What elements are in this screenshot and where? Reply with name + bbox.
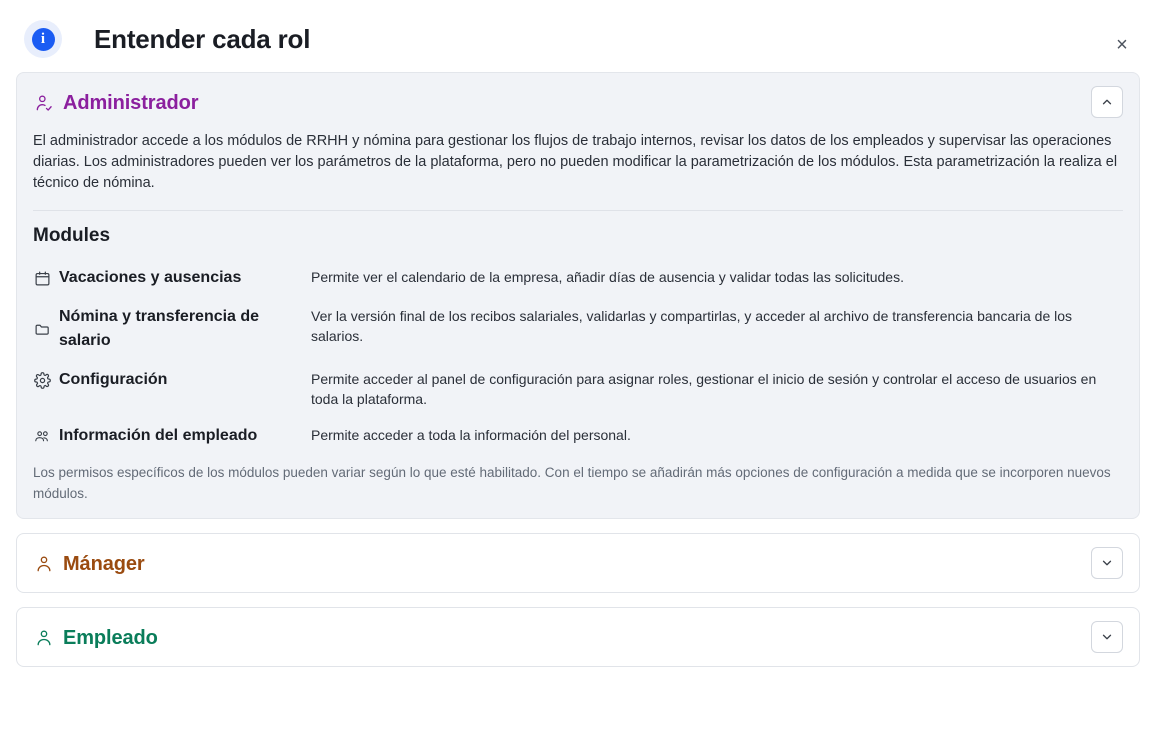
module-row	[33, 265, 1123, 290]
module-name: Información del empleado	[59, 427, 258, 444]
people-icon	[33, 427, 51, 445]
roles-list	[0, 72, 1156, 667]
page-title: Entender cada rol	[94, 23, 311, 54]
module-label-group	[33, 304, 311, 353]
role-card-manager	[16, 533, 1140, 593]
module-label-group	[33, 265, 311, 290]
folder-icon	[33, 320, 51, 338]
module-label-group	[33, 367, 311, 392]
role-title-administrador: Administrador	[63, 91, 199, 114]
modules-footnote: Los permisos específicos de los módulos pueden variar según lo que esté habilitado. Con el tiempo se añadirán más opciones de configuración a medida que se incorporen nuevos módulos.	[33, 465, 1111, 501]
role-title-empleado: Empleado	[63, 626, 158, 649]
user-employee-icon	[33, 627, 55, 649]
role-header-empleado[interactable]	[17, 608, 1139, 666]
divider	[33, 210, 1123, 211]
role-header-manager[interactable]	[17, 534, 1139, 592]
calendar-icon	[33, 269, 51, 287]
role-body-administrador	[17, 131, 1139, 518]
module-row	[33, 423, 1123, 448]
role-description: El administrador accede a los módulos de RRHH y nómina para gestionar los flujos de trabajo internos, revisar los datos de los empleados y supervisar las operaciones diarias. Los administradores pueden ver los parámetros de la plataforma, pero no pueden modificar la parametrización de los módulos. Esta parametrización la realiza el técnico de nómina.	[33, 133, 1118, 191]
chevron-down-icon[interactable]	[1091, 621, 1123, 653]
dialog-header	[0, 0, 1156, 72]
module-name: Vacaciones y ausencias	[59, 269, 242, 286]
role-card-administrador	[16, 72, 1140, 519]
info-icon	[24, 20, 62, 58]
info-glyph: i	[32, 28, 55, 51]
user-admin-icon	[33, 92, 55, 114]
role-card-empleado	[16, 607, 1140, 667]
module-description: Permite ver el calendario de la empresa, añadir días de ausencia y validar todas las solicitudes.	[311, 269, 904, 285]
chevron-up-icon[interactable]	[1091, 86, 1123, 118]
module-description: Ver la versión final de los recibos salariales, validarlas y compartirlas, y acceder al archivo de transferencia bancaria de los salarios.	[311, 308, 1073, 344]
modules-heading: Modules	[33, 225, 111, 246]
chevron-down-icon[interactable]	[1091, 547, 1123, 579]
module-description: Permite acceder a toda la información del personal.	[311, 427, 631, 443]
role-title-manager: Mánager	[63, 552, 145, 575]
user-manager-icon	[33, 553, 55, 575]
module-name: Configuración	[59, 371, 168, 388]
gear-icon	[33, 371, 51, 389]
module-row	[33, 304, 1123, 353]
module-name: Nómina y transferencia de salario	[59, 308, 260, 349]
role-header-administrador[interactable]	[17, 73, 1139, 131]
module-description: Permite acceder al panel de configuración para asignar roles, gestionar el inicio de sesión y controlar el acceso de usuarios en toda la plataforma.	[311, 371, 1097, 407]
module-row	[33, 367, 1123, 409]
module-label-group	[33, 423, 311, 448]
close-icon[interactable]: ×	[1110, 33, 1134, 57]
